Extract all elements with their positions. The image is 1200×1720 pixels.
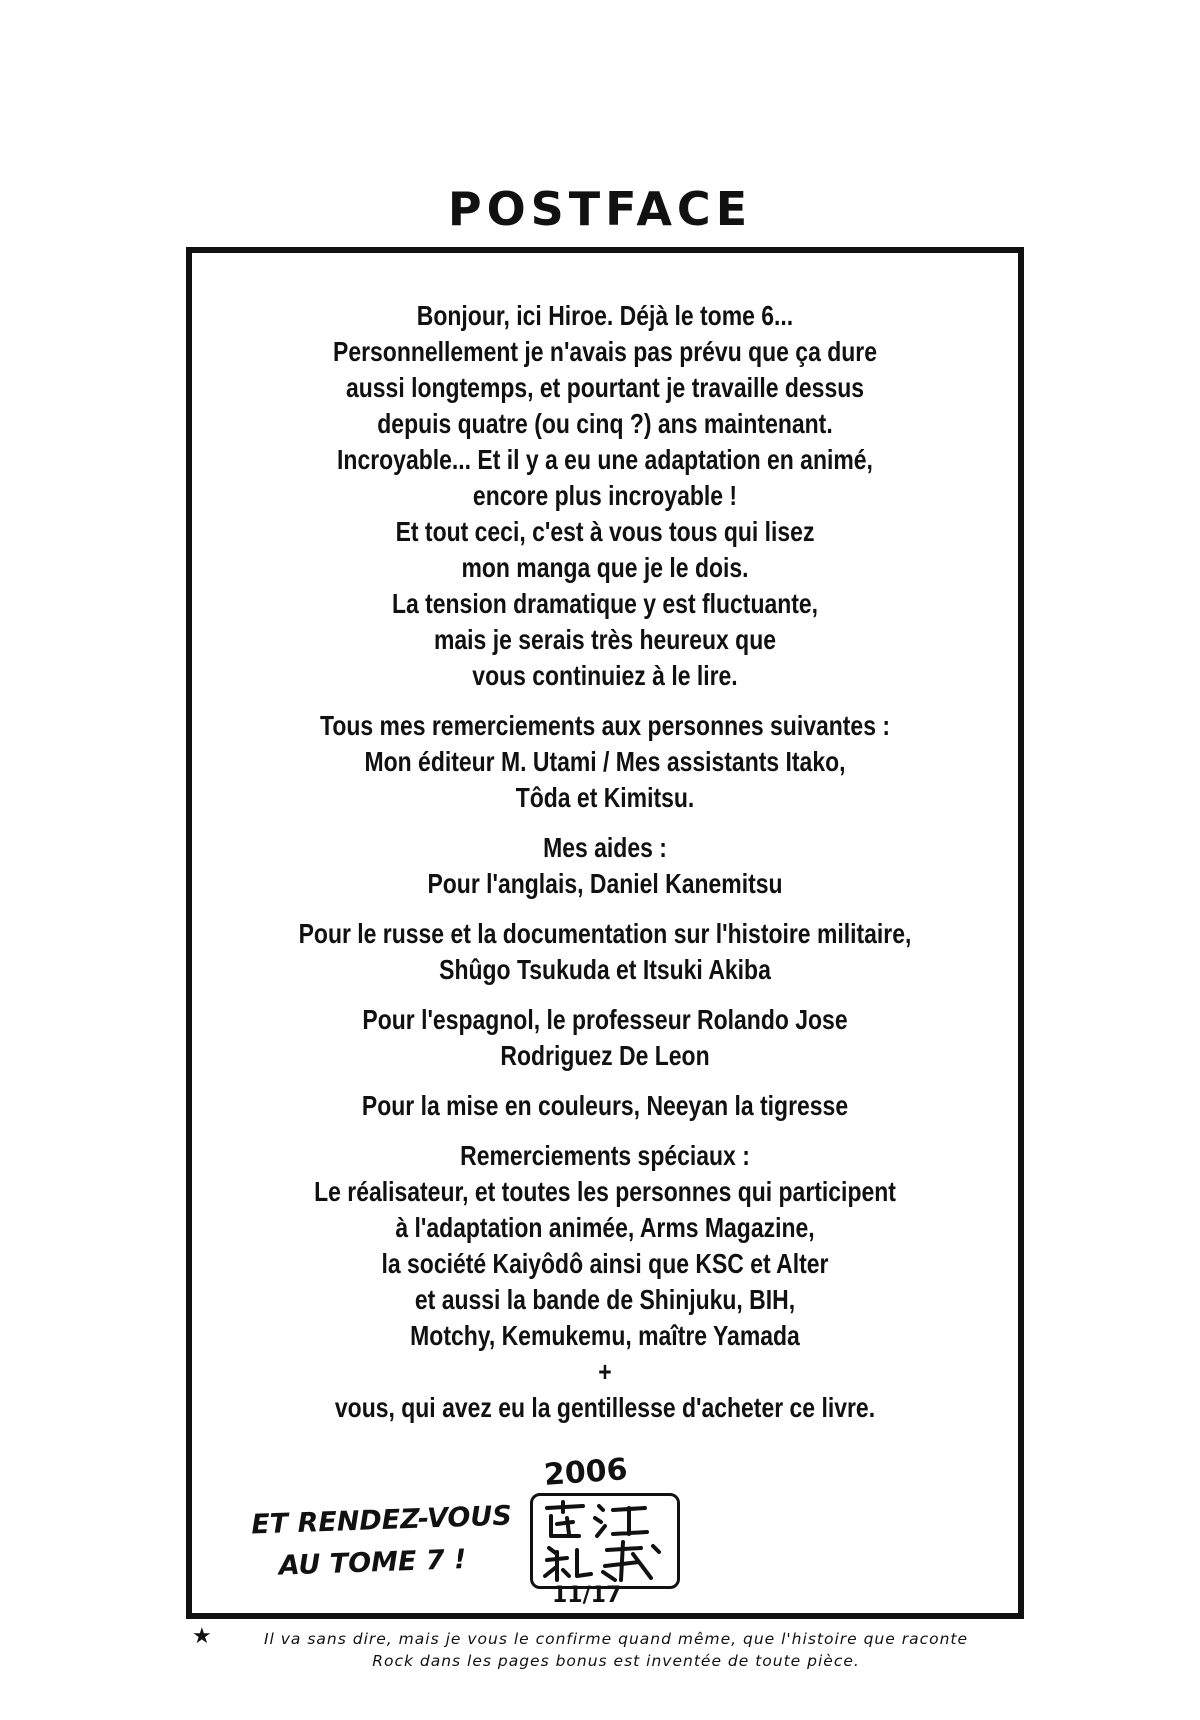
text-line: Tous mes remerciements aux personnes suivantes : [320,710,890,741]
text-line: Pour le russe et la documentation sur l'histoire militaire, [298,918,912,949]
text-line: encore plus incroyable ! [472,480,738,511]
footnote [192,1624,1036,1672]
footnote-line: Il va sans dire, mais je vous le confirme quand même, que l'histoire que raconte [263,1630,969,1648]
paragraph [266,830,943,902]
text-line: mon manga que je le dois. [461,552,749,583]
text-line: mais je serais très heureux que [433,624,777,655]
signature-scribble-icon [533,1496,677,1586]
text-line: vous, qui avez eu la gentillesse d'acheter ce livre. [334,1392,876,1423]
text-line: aussi longtemps, et pourtant je travaille dessus [345,372,865,403]
star-icon: ★ [192,1624,213,1649]
text-line: Tôda et Kimitsu. [515,782,695,813]
paragraph [266,298,943,694]
stamp-date: 11/17 [552,1583,622,1608]
paragraph [266,1002,943,1074]
text-line: Mon éditeur M. Utami / Mes assistants Itako, [364,746,846,777]
text-line: Pour la mise en couleurs, Neeyan la tigresse [361,1090,849,1121]
text-line: Mes aides : [543,832,667,863]
text-line: Motchy, Kemukemu, maître Yamada [410,1320,800,1351]
paragraph [266,916,943,988]
text-line: Personnellement je n'avais pas prévu que ça dure [333,336,877,367]
text-line: + [598,1356,612,1387]
page-title: POSTFACE [447,182,753,236]
text-line: Incroyable... Et il y a eu une adaptation en animé, [337,444,873,475]
handwritten-signoff [251,1495,514,1588]
text-line: Bonjour, ici Hiroe. Déjà le tome 6... [416,300,794,331]
text-line: Rodriguez De Leon [500,1040,710,1071]
paragraph [266,708,943,816]
stamp-box [530,1493,680,1589]
text-line: et aussi la bande de Shinjuku, BIH, [414,1284,796,1315]
paragraph [266,1138,943,1426]
text-line: Pour l'anglais, Daniel Kanemitsu [427,868,783,899]
signoff-line-1: ET RENDEZ-VOUS [250,1500,513,1541]
text-line: Et tout ceci, c'est à vous tous qui lisez [395,516,815,547]
text-line: Shûgo Tsukuda et Itsuki Akiba [439,954,771,985]
text-line: La tension dramatique y est fluctuante, [391,588,819,619]
footnote-line: Rock dans les pages bonus est inventée de toute pièce. [372,1652,860,1670]
author-signature-stamp [524,1452,694,1613]
text-line: la société Kaiyôdô ainsi que KSC et Alter [381,1248,829,1279]
text-line: Le réalisateur, et toutes les personnes qui participent [314,1176,896,1207]
text-line: à l'adaptation animée, Arms Magazine, [395,1212,815,1243]
text-line: Remerciements spéciaux : [460,1140,750,1171]
paragraph [266,1088,943,1124]
stamp-year: 2006 [542,1452,629,1493]
signoff-line-2: AU TOME 7 ! [278,1544,467,1582]
text-line: vous continuiez à le lire. [472,660,738,691]
postface-body [266,298,943,1440]
text-line: Pour l'espagnol, le professeur Rolando Jose [362,1004,848,1035]
text-line: depuis quatre (ou cinq ?) ans maintenant. [377,408,833,439]
